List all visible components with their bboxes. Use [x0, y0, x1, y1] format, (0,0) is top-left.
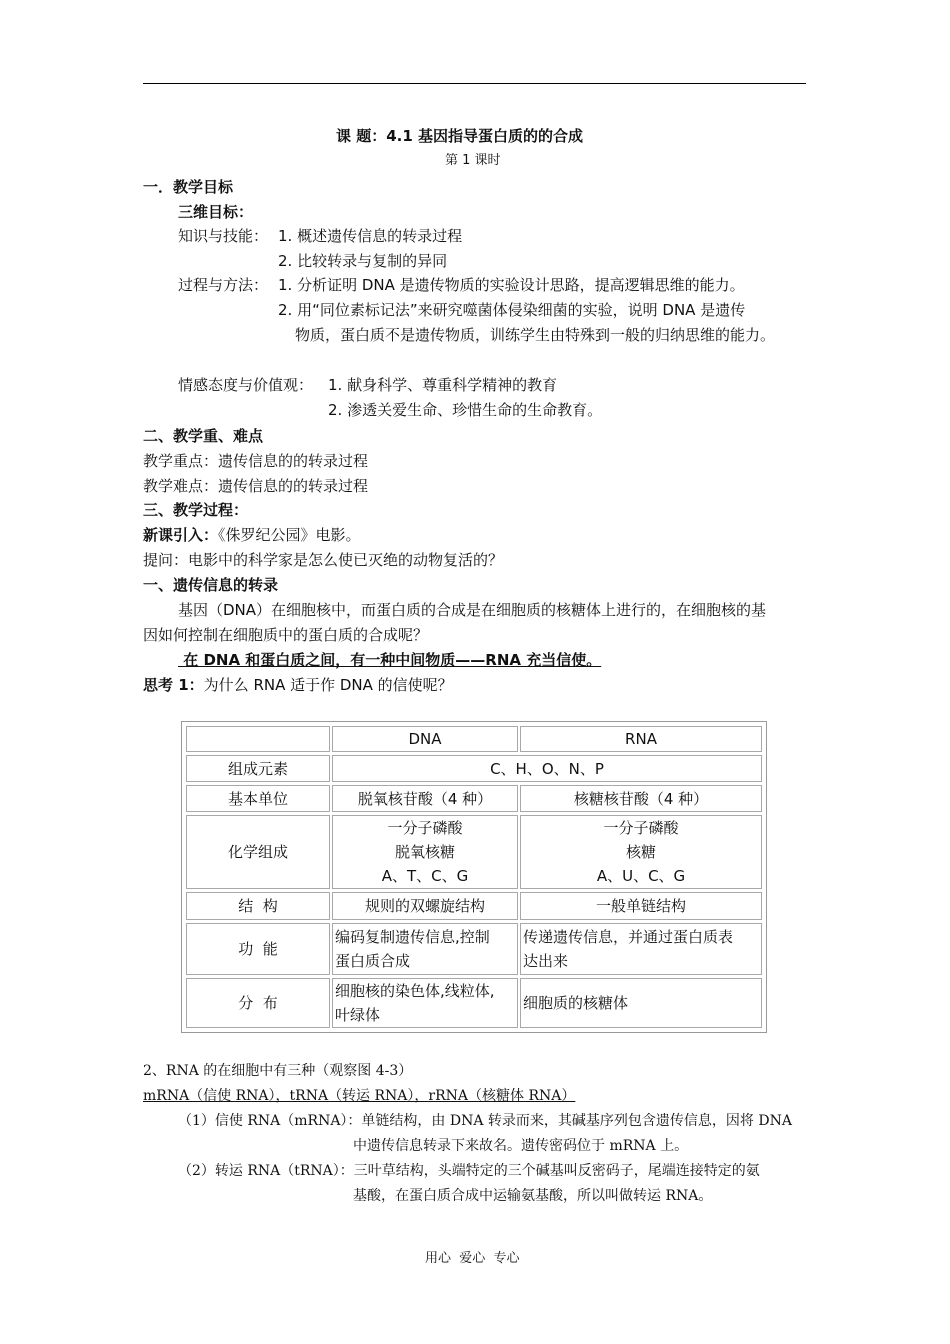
process-item-2a: 2. 用“同位素标记法”来研究噬菌体侵染细菌的实验，说明 DNA 是遗传	[278, 301, 746, 319]
table-cell-rna-unit: 核糖核苷酸（4 种）	[520, 785, 762, 812]
emotion-item-1: 1. 献身科学、尊重科学精神的教育	[328, 376, 558, 394]
table-cell-dna-composition	[332, 815, 518, 889]
paragraph-line-2: 因如何控制在细胞质中的蛋白质的合成呢？	[143, 626, 429, 644]
dna-rna-comparison-table	[181, 721, 767, 1033]
section-heading-objectives: 一．教学目标	[143, 178, 234, 196]
dna-distribution-line-1: 细胞核的染色体,线粒体,	[335, 982, 495, 1000]
table-cell-dna-structure: 规则的双螺旋结构	[332, 892, 518, 920]
table-header-dna: DNA	[332, 726, 518, 752]
table-cell-dna-function	[332, 923, 518, 975]
rna-function-line-2: 达出来	[523, 952, 569, 970]
rna-composition-sugar: 核糖	[625, 843, 656, 861]
process-label: 过程与方法：	[178, 276, 269, 294]
table-cell-dna-distribution	[332, 978, 518, 1028]
mrna-description-line-1: （1）信使 RNA（mRNA）：单链结构，由 DNA 转录而来，其碱基序列包含遗传信息，因将 DNA	[178, 1113, 792, 1129]
table-header-empty	[186, 726, 330, 752]
three-dimension-label: 三维目标：	[178, 203, 254, 221]
lesson-number: 第 1 课时	[445, 153, 501, 168]
difficult-point: 教学难点：遗传信息的的转录过程	[143, 477, 369, 495]
rna-function-line-1: 传递遗传信息，并通过蛋白质表	[523, 928, 734, 946]
think-label: 思考 1：	[143, 676, 204, 694]
table-row-label-elements: 组成元素	[186, 755, 330, 782]
dna-composition-phosphate: 一分子磷酸	[387, 819, 463, 837]
header-rule	[143, 83, 806, 84]
paragraph-line-1: 基因（DNA）在细胞核中，而蛋白质的合成是在细胞质的核糖体上进行的，在细胞核的基	[178, 601, 767, 619]
messenger-statement: 在 DNA 和蛋白质之间，有一种中间物质——RNA 充当信使。	[178, 651, 602, 669]
think-line	[143, 673, 453, 697]
table-header-rna: RNA	[520, 726, 762, 752]
process-item-1: 1. 分析证明 DNA 是遗传物质的实验设计思路，提高逻辑思维的能力。	[278, 276, 745, 294]
table-row-label-distribution: 分 布	[186, 978, 330, 1028]
knowledge-item-2: 2. 比较转录与复制的异同	[278, 252, 448, 270]
intro-label: 新课引入：	[143, 526, 219, 544]
table-cell-rna-composition	[520, 815, 762, 889]
intro-text: 《侏罗纪公园》电影。	[218, 526, 361, 544]
dna-function-line-1: 编码复制遗传信息,控制	[335, 928, 490, 946]
table-cell-rna-distribution: 细胞质的核糖体	[520, 978, 762, 1028]
process-item-2b: 物质，蛋白质不是遗传物质，训练学生由特殊到一般的归纳思维的能力。	[295, 326, 776, 344]
think-text: 为什么 RNA 适于作 DNA 的信使呢？	[203, 676, 453, 694]
rna-types-list: mRNA（信使 RNA），tRNA（转运 RNA），rRNA（核糖体 RNA）	[143, 1088, 576, 1104]
dna-distribution-line-2: 叶绿体	[335, 1006, 381, 1024]
intro-line	[143, 523, 361, 547]
subsection-heading-transcription: 一、遗传信息的转录	[143, 576, 279, 594]
table-row-label-unit: 基本单位	[186, 785, 330, 812]
dna-composition-sugar: 脱氧核糖	[394, 843, 455, 861]
table-cell-rna-function	[520, 923, 762, 975]
dna-composition-bases: A、T、C、G	[381, 867, 469, 885]
rna-composition-phosphate: 一分子磷酸	[603, 819, 679, 837]
table-row-label-function: 功 能	[186, 923, 330, 975]
document-title: 课 题：4.1 基因指导蛋白质的的合成	[336, 127, 584, 145]
rna-types-heading: 2、RNA 的在细胞中有三种（观察图 4-3）	[143, 1063, 413, 1079]
table-row-label-composition: 化学组成	[186, 815, 330, 889]
table-cell-dna-unit: 脱氧核苷酸（4 种）	[332, 785, 518, 812]
mrna-description-line-2: 中遗传信息转录下来故名。遗传密码位于 mRNA 上。	[353, 1138, 689, 1154]
knowledge-label: 知识与技能：	[178, 227, 269, 245]
trna-description-line-1: （2）转运 RNA（tRNA）：三叶草结构，头端特定的三个碱基叫反密码子，尾端连接特定的氨	[178, 1163, 760, 1179]
table-row-label-structure: 结 构	[186, 892, 330, 920]
section-heading-process: 三、教学过程：	[143, 501, 249, 519]
question-line: 提问：电影中的科学家是怎么使已灭绝的动物复活的？	[143, 551, 504, 569]
page-footer: 用心 爱心 专心	[425, 1251, 520, 1266]
key-point: 教学重点：遗传信息的的转录过程	[143, 452, 369, 470]
dna-function-line-2: 蛋白质合成	[335, 952, 411, 970]
table-cell-elements: C、H、O、N、P	[332, 755, 762, 782]
emotion-label: 情感态度与价值观：	[178, 376, 314, 394]
trna-description-line-2: 基酸，在蛋白质合成中运输氨基酸，所以叫做转运 RNA。	[353, 1188, 713, 1204]
rna-composition-bases: A、U、C、G	[596, 867, 686, 885]
knowledge-item-1: 1. 概述遗传信息的转录过程	[278, 227, 463, 245]
section-heading-key-points: 二、教学重、难点	[143, 427, 264, 445]
emotion-item-2: 2. 渗透关爱生命、珍惜生命的生命教育。	[328, 401, 603, 419]
table-cell-rna-structure: 一般单链结构	[520, 892, 762, 920]
